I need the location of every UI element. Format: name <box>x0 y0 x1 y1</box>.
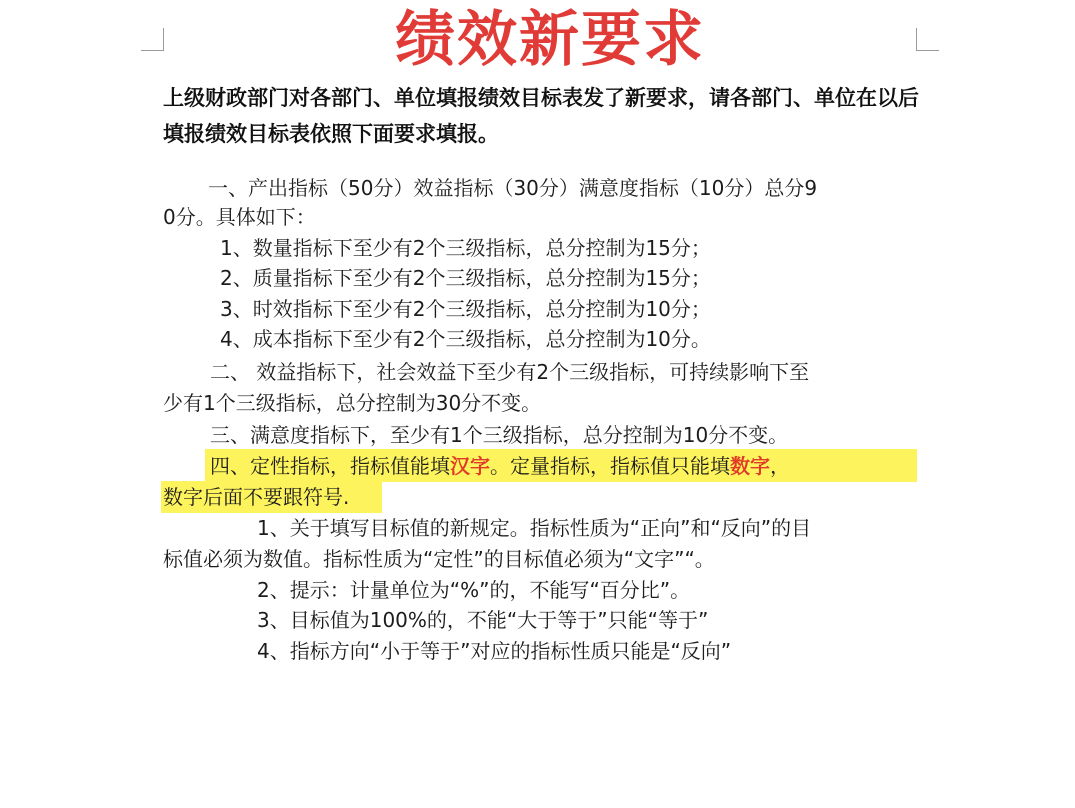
section-1-item-4: 4、成本指标下至少有2个三级指标，总分控制为10分。 <box>220 327 711 351</box>
section-1-item-2: 2、质量指标下至少有2个三级指标，总分控制为15分； <box>220 266 711 290</box>
section-1-line-1: 一、产出指标（50分）效益指标（30分）满意度指标（10分）总分9 <box>208 176 818 200</box>
keyword-numbers: 数字 <box>730 454 770 478</box>
note-3: 3、目标值为100%的，不能“大于等于”只能“等于” <box>257 608 709 632</box>
document-title: 绩效新要求 <box>395 5 705 75</box>
note-1-line-1: 1、关于填写目标值的新规定。指标性质为“正向”和“反向”的目 <box>257 516 812 540</box>
section-4-line-2: 数字后面不要跟符号. <box>163 485 350 509</box>
note-4: 4、指标方向“小于等于”对应的指标性质只能是“反向” <box>257 639 732 663</box>
section-1-item-3: 3、时效指标下至少有2个三级指标，总分控制为10分； <box>220 297 711 321</box>
section-1-item-1: 1、数量指标下至少有2个三级指标，总分控制为15分； <box>220 236 711 260</box>
section-4-text-3: ， <box>770 454 790 478</box>
section-1-line-2: 0分。具体如下： <box>163 205 316 229</box>
note-2: 2、提示：计量单位为“%”的，不能写“百分比”。 <box>257 578 691 602</box>
intro-paragraph: 上级财政部门对各部门、单位填报绩效目标表发了新要求，请各部门、单位在以后填报绩效目标表依照下面要求填报。 <box>163 86 919 146</box>
keyword-chinese-characters: 汉字 <box>450 454 490 478</box>
section-4-text-1: 四、定性指标，指标值能填 <box>210 454 450 478</box>
section-3: 三、满意度指标下，至少有1个三级指标，总分控制为10分不变。 <box>210 423 789 447</box>
section-4-line-1 <box>210 449 790 483</box>
note-1-line-2: 标值必须为数值。指标性质为“定性”的目标值必须为“文字”“。 <box>163 547 715 571</box>
section-2-line-1: 二、 效益指标下，社会效益下至少有2个三级指标，可持续影响下至 <box>210 360 810 384</box>
section-2-line-2: 少有1个三级指标，总分控制为30分不变。 <box>163 391 542 415</box>
section-4-text-2: 。定量指标，指标值只能填 <box>490 454 730 478</box>
